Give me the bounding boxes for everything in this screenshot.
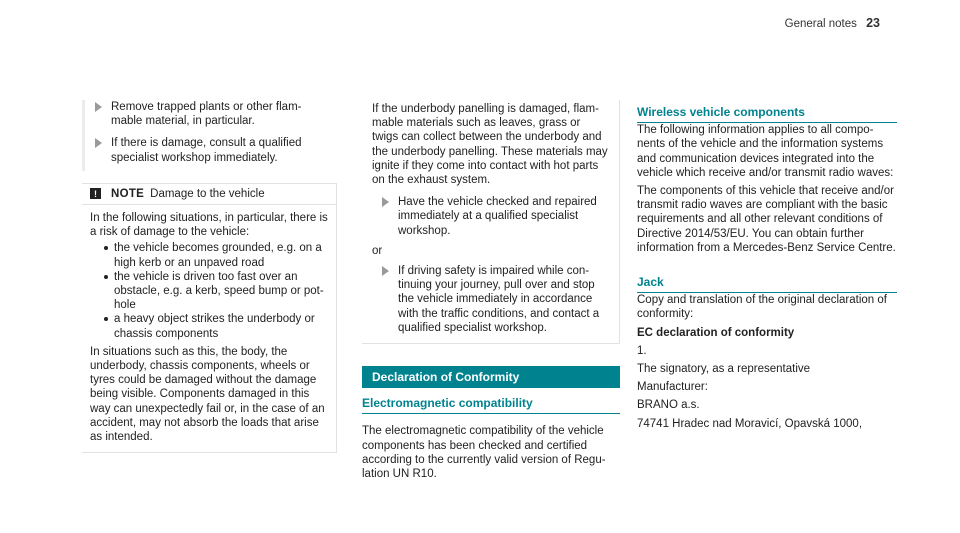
column-1	[82, 100, 337, 453]
note-outro: In situations such as this, the body, the underbody, chassis components, wheels or tyres could be damaged without the damage being visible. Components damaged in this way can unexpectedly fail or, in the case of an accident, may not absorb the loads that arise as intended.	[90, 345, 325, 444]
page-number: 23	[866, 16, 880, 30]
column-3	[637, 105, 897, 435]
section-title-declaration: Declaration of Conformity	[362, 366, 620, 388]
underbody-box	[362, 100, 620, 344]
step-text: If driving safety is impaired while con-tinuing your journey, pull over and stop the vehicle immediately in accordance with the traffic conditions, and contact a qualified specialist workshop.	[398, 265, 600, 334]
note-title: NOTE	[111, 187, 145, 200]
underbody-intro: If the underbody panelling is damaged, flam-mable materials such as leaves, grass or twigs can collect between the underbody and the underbody panelling. These materials may ignite if they come into contact with hot parts on the exhaust system.	[372, 103, 608, 187]
company-name: BRANO a.s.	[637, 399, 700, 412]
jack-text: Copy and translation of the original declaration of conformity:	[637, 294, 887, 321]
step-pull-over	[372, 264, 609, 335]
note-subtitle: Damage to the vehicle	[150, 187, 265, 200]
note-intro: In the following situations, in particular, there is a risk of damage to the vehicle:	[90, 212, 328, 239]
list-item: the vehicle is driven too fast over an obstacle, e.g. a kerb, speed bump or pot-hole	[104, 270, 328, 313]
note-body	[82, 205, 336, 452]
note-box	[82, 183, 337, 453]
note-header	[82, 184, 336, 205]
step-text: If there is damage, consult a qualified specialist workshop immediately.	[111, 137, 302, 164]
arrow-icon	[382, 197, 389, 207]
note-bullet-list	[90, 241, 328, 340]
warning-icon: !	[90, 188, 101, 199]
emc-text: The electromagnetic compatibility of the vehicle components has been checked and certified according to the currently valid version of Regu-lation UN R10.	[362, 425, 606, 481]
subsection-title-emc: Electromagnetic compatibility	[362, 396, 620, 414]
ec-title: EC declaration of conformity	[637, 326, 795, 339]
section-name: General notes	[784, 18, 857, 30]
steps-block	[82, 100, 337, 171]
signatory: The signatory, as a representative	[637, 363, 811, 376]
step-remove-material	[85, 100, 337, 128]
wireless-title: Wireless vehicle components	[637, 105, 897, 123]
step-consult-specialist	[85, 136, 337, 170]
list-item: a heavy object strikes the underbody or chassis components	[104, 312, 328, 340]
wireless-text-2: The components of this vehicle that receive and/or transmit radio waves are compliant with the basic requirements and all other relevant conditions of Directive 2014/53/EU. You can obtain further information from a Mercedes-Benz Service Centre.	[637, 185, 896, 254]
manufacturer-label: Manufacturer:	[637, 381, 708, 394]
company-address: 74741 Hradec nad Moravicí, Opavská 1000,	[637, 417, 863, 430]
arrow-icon	[95, 102, 102, 112]
step-text: Remove trapped plants or other flam- mable material, in particular.	[111, 101, 302, 128]
arrow-icon	[382, 266, 389, 276]
list-item: the vehicle becomes grounded, e.g. on a high kerb or an unpaved road	[104, 241, 328, 269]
or-text: or	[372, 244, 383, 257]
step-check-vehicle	[372, 195, 609, 238]
step-text: Have the vehicle checked and repaired immediately at a qualified specialist workshop.	[398, 196, 597, 237]
arrow-icon	[95, 138, 102, 148]
wireless-text: The following information applies to all compo-nents of the vehicle and the information systems and communication devices integrated into the vehicle which receive and/or transmit radio waves:	[637, 124, 894, 179]
item-number: 1.	[637, 344, 647, 357]
column-2	[362, 100, 620, 481]
jack-title: Jack	[637, 275, 897, 293]
page-header	[785, 16, 880, 30]
